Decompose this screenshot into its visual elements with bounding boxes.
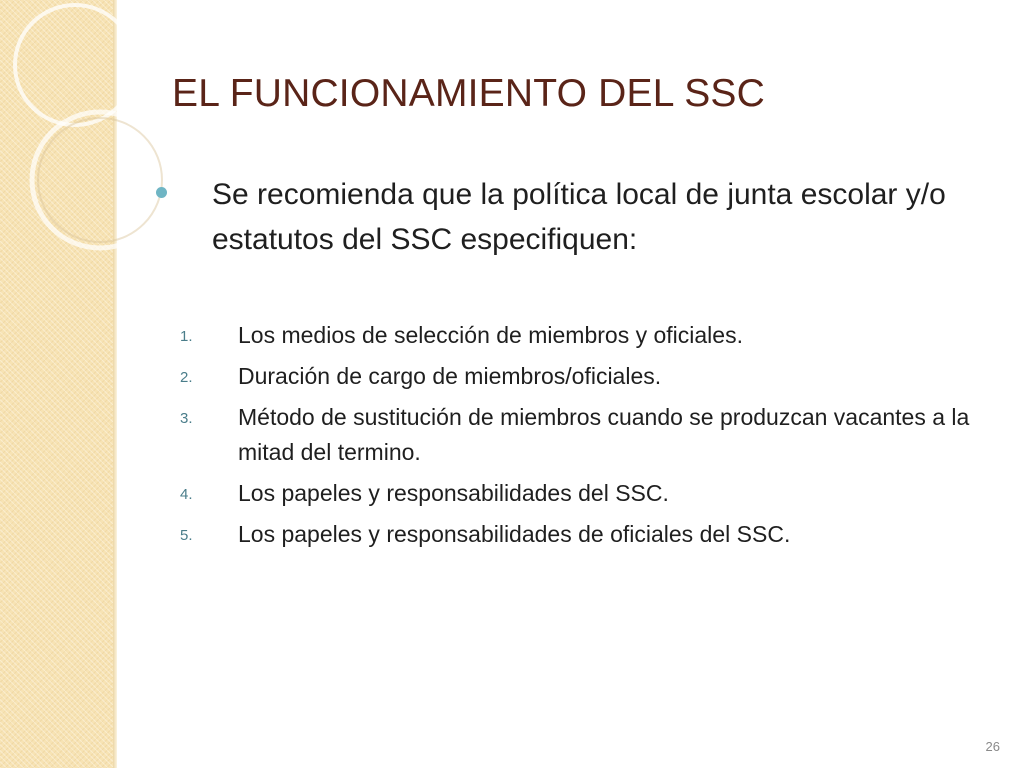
decorative-ring-upper bbox=[15, 5, 135, 125]
list-item-text: Duración de cargo de miembros/oficiales. bbox=[238, 363, 662, 389]
list-item-number: 3. bbox=[180, 410, 193, 427]
list-item-number: 2. bbox=[180, 369, 193, 386]
decorative-rings bbox=[0, 0, 180, 260]
list-item-text: Los papeles y responsabilidades del SSC. bbox=[238, 480, 669, 506]
list-item-number: 5. bbox=[180, 527, 193, 544]
list-item bbox=[180, 400, 970, 470]
decorative-ring-lower-shade bbox=[38, 118, 162, 242]
intro-bullet-item bbox=[186, 172, 986, 262]
intro-text: Se recomienda que la política local de junta escolar y/o estatutos del SSC especifiquen: bbox=[212, 178, 946, 256]
list-item-number: 1. bbox=[180, 328, 193, 345]
list-item-number: 4. bbox=[180, 486, 193, 503]
numbered-list bbox=[180, 318, 970, 558]
list-item-text: Los medios de selección de miembros y oficiales. bbox=[238, 322, 743, 348]
list-item-text: Los papeles y responsabilidades de oficiales del SSC. bbox=[238, 521, 791, 547]
decorative-ring-lower bbox=[32, 112, 168, 248]
list-item bbox=[180, 318, 970, 353]
list-item bbox=[180, 359, 970, 394]
list-item bbox=[180, 517, 970, 552]
list-item-text: Método de sustitución de miembros cuando se produzcan vacantes a la mitad del termino. bbox=[238, 404, 970, 465]
bullet-dot-icon bbox=[156, 187, 167, 198]
slide-title: EL FUNCIONAMIENTO DEL SSC bbox=[172, 72, 765, 115]
page-number: 26 bbox=[985, 739, 1000, 754]
list-item bbox=[180, 476, 970, 511]
